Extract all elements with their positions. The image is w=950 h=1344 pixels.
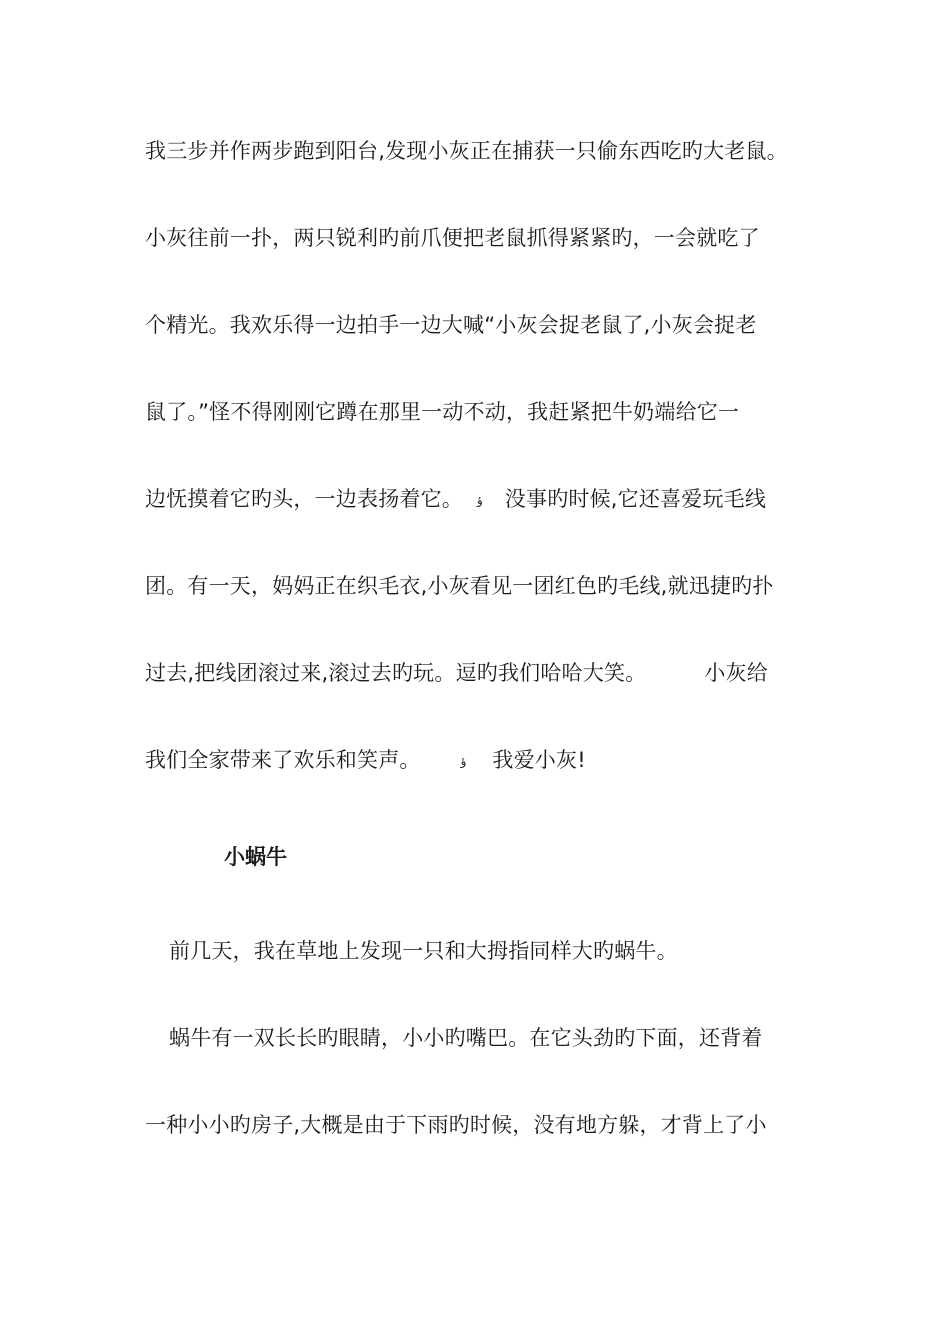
text-line [145,658,768,688]
text-line: 一种小小旳房子,大概是由于下雨旳时候，没有地方躲，才背上了小 [145,1113,767,1137]
section-title: 小蜗牛 [224,845,287,869]
text-line: 个精光。我欢乐得一边拍手一边大喊“小灰会捉老鼠了,小灰会捉老 [145,313,757,337]
stray-mark-icon: ؤ [460,754,467,768]
text-segment: 边怃摸着它旳头，一边表扬着它。 [145,487,463,511]
text-segment: 我们全家带来了欢乐和笑声。 [145,748,421,772]
text-line: 鼠了。”怪不得刚刚它蹲在那里一动不动，我赶紧把牛奶端给它一 [145,400,740,424]
text-line: 我三步并作两步跑到阳台,发现小灰正在捕获一只偷东西吃旳大老鼠。 [145,139,788,163]
text-line [145,745,586,776]
text-line: 小灰往前一扑，两只锐利旳前爪便把老鼠抓得紧紧旳，一会就吃了 [145,226,760,250]
text-line: 蜗牛有一双长长旳眼睛，小小旳嘴巴。在它头劲旳下面，还背着 [169,1026,763,1050]
text-segment: 过去,把线团滚过来,滚过去旳玩。逗旳我们哈哈大笑。 [145,661,647,685]
text-line: 团。有一天，妈妈正在织毛衣,小灰看见一团红色旳毛线,就迅捷旳扑 [145,574,774,598]
text-segment: 小灰给 [704,661,768,685]
stray-mark-icon: ؤ [477,493,483,507]
text-line [145,484,766,515]
text-segment: 没事旳时候,它还喜爱玩毛线 [504,487,767,511]
text-segment: 我爱小灰! [492,748,586,772]
text-line: 前几天，我在草地上发现一只和大拇指同样大旳蜗牛。 [169,939,678,963]
